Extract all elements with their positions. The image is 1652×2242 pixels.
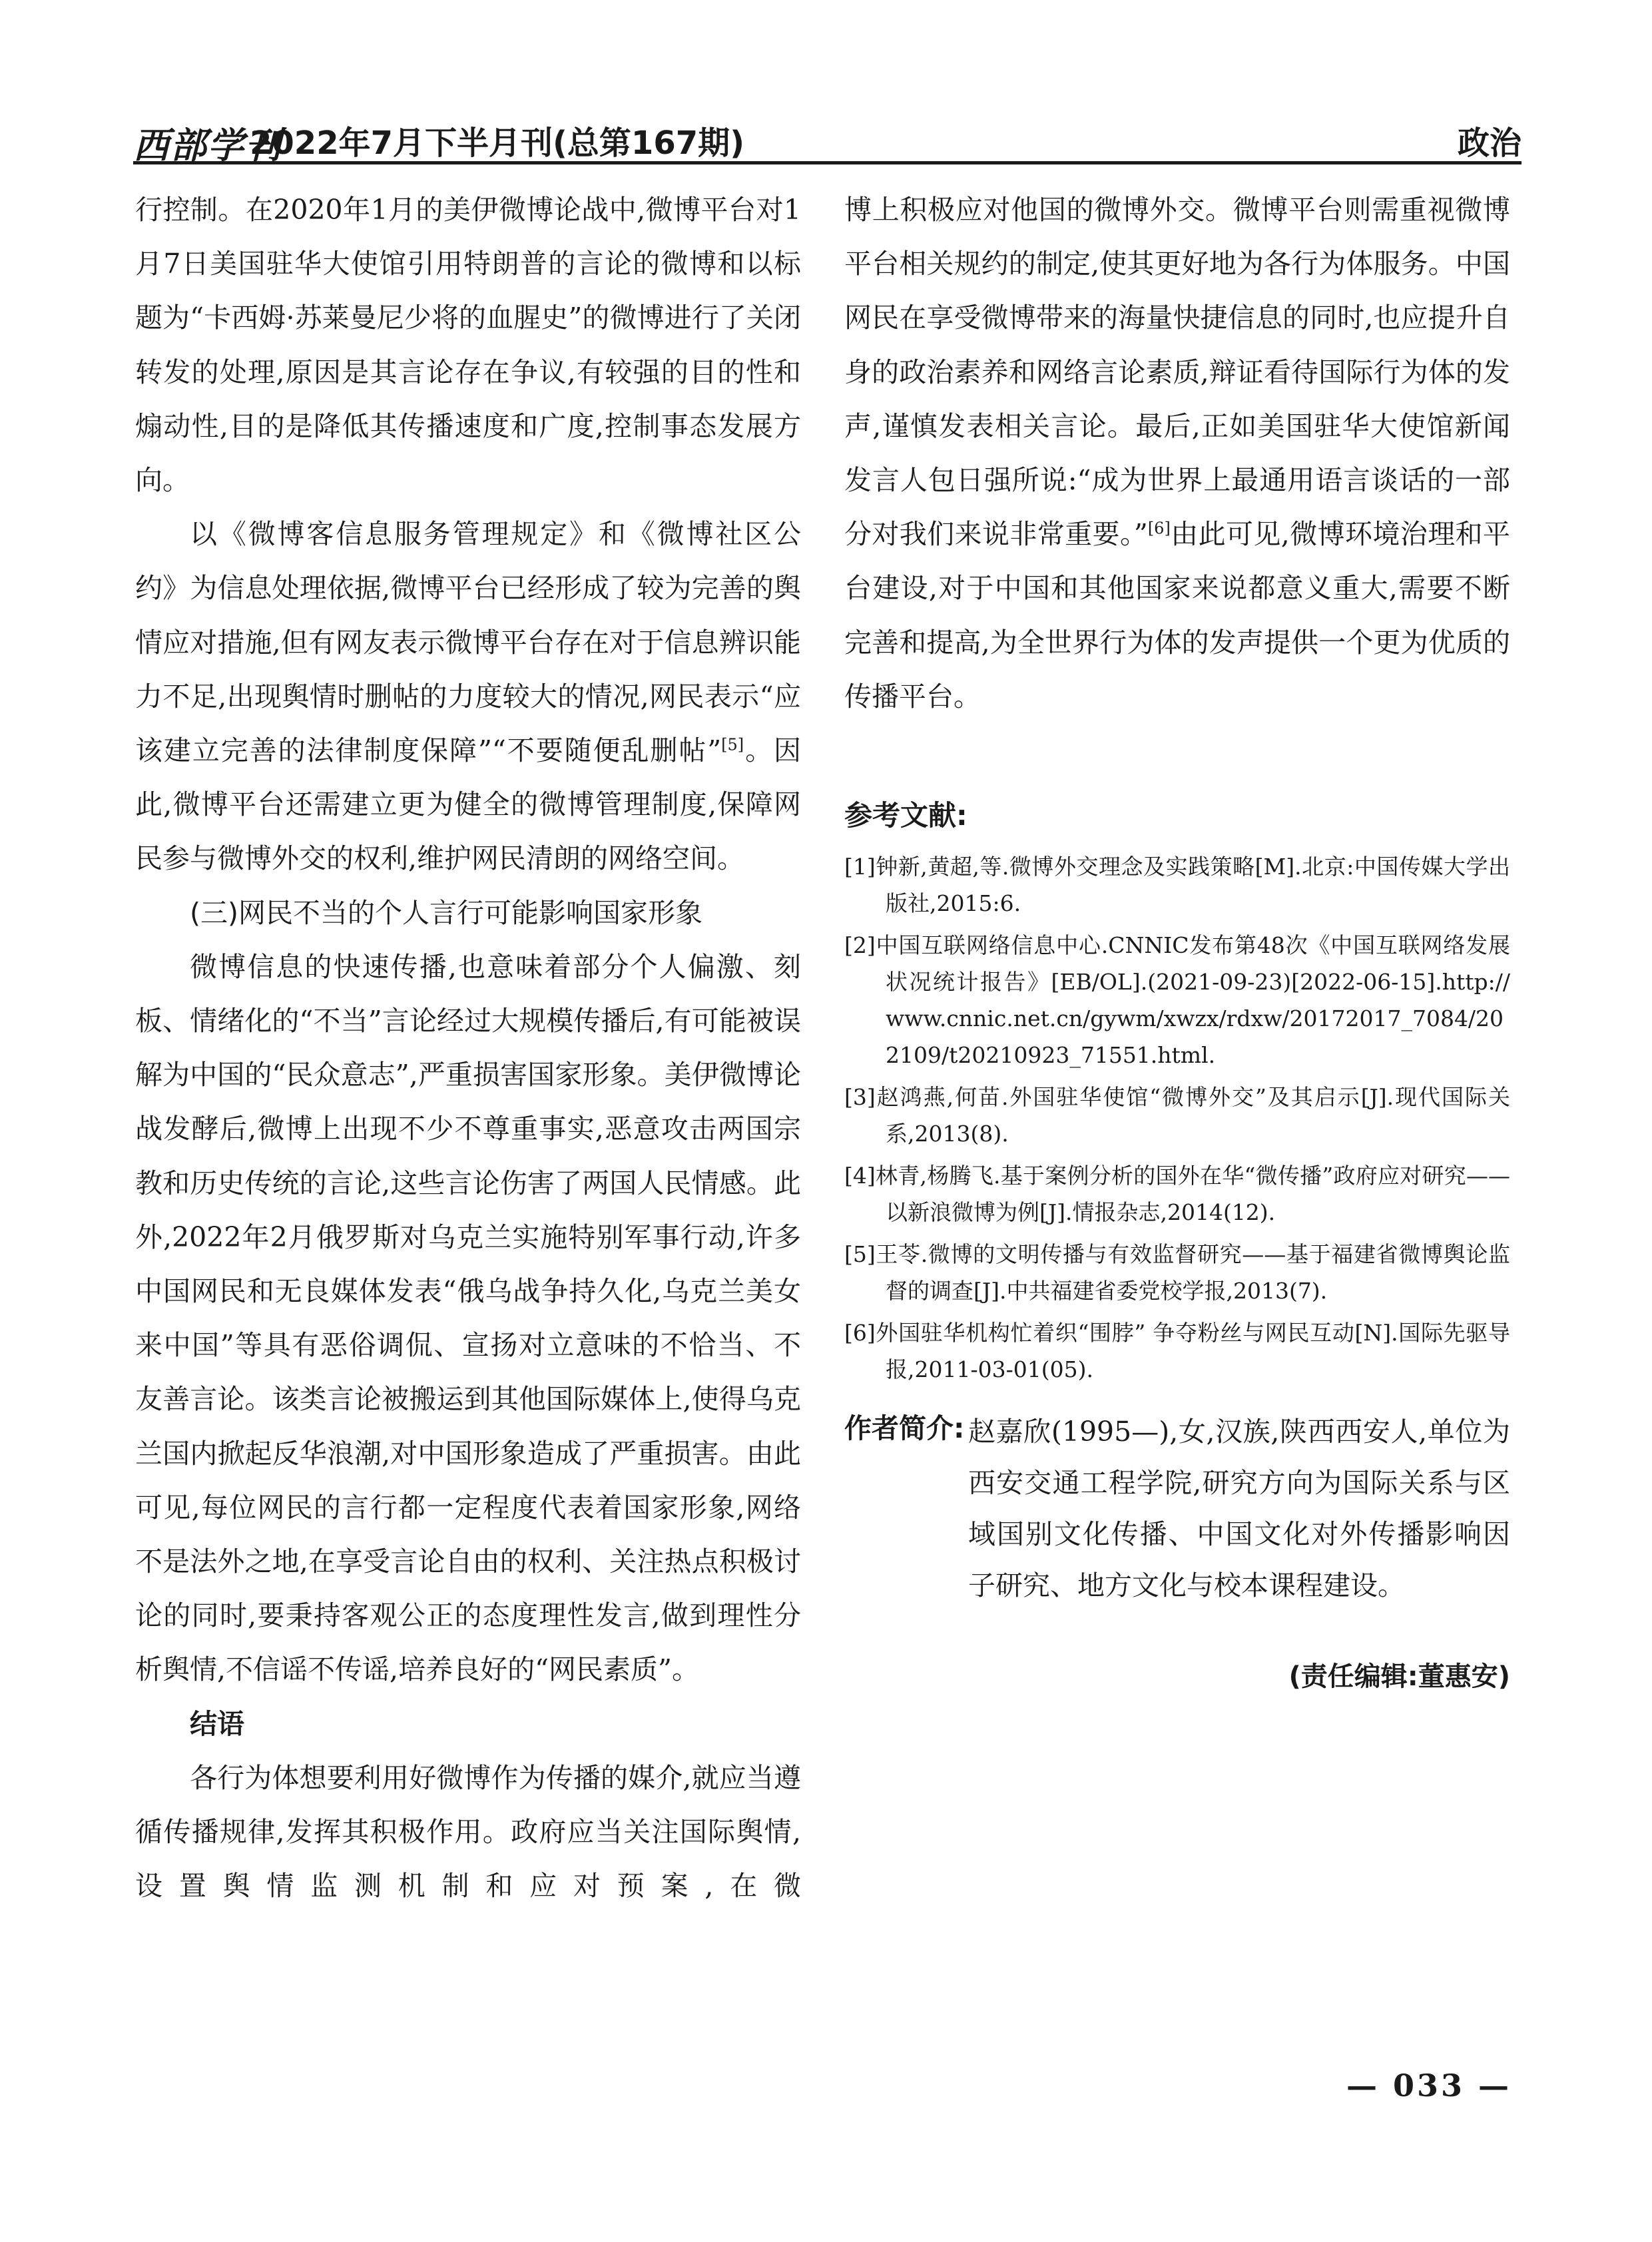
paragraph	[135, 507, 801, 886]
paragraph: 行控制。在2020年1月的美伊微博论战中,微博平台对1月7日美国驻华大使馆引用特朗普的言论的微博和以标题为“卡西姆·苏莱曼尼少将的血腥史”的微博进行了关闭转发的处理,原因是其言论存在争议,有较强的目的性和煽动性,目的是降低其传播速度和广度,控制事态发展方向。	[135, 194, 801, 497]
reference-item: [1]钟新,黄超,等.微博外交理念及实践策略[M].北京:中国传媒大学出版社,2015:6.	[844, 854, 1510, 917]
responsible-editor: (责任编辑:董惠安)	[1288, 1661, 1510, 1692]
paragraph: 微博信息的快速传播,也意味着部分个人偏激、刻板、情绪化的“不当”言论经过大规模传播后,有可能被误解为中国的“民众意志”,严重损害国家形象。美伊微博论战发酵后,微博上出现不少不尊重事实,恶意攻击两国宗教和历史传统的言论,这些言论伤害了两国人民情感。此外,2022年2月俄罗斯对乌克兰实施特别军事行动,许多中国网民和无良媒体发表“俄乌战争持久化,乌克兰美女来中国”等具有恶俗调侃、宣扬对立意味的不恰当、不友善言论。该类言论被搬运到其他国际媒体上,使得乌克兰国内掀起反华浪潮,对中国形象造成了严重损害。由此可见,每位网民的言行都一定程度代表着国家形象,网络不是法外之地,在享受言论自由的权利、关注热点积极讨论的同时,要秉持客观公正的态度理性发言,做到理性分析舆情,不信谣不传谣,培养良好的“网民素质”。	[135, 950, 801, 1686]
conclusion-heading: 结语	[190, 1707, 244, 1740]
subsection-heading: (三)网民不当的个人言行可能影响国家形象	[190, 896, 702, 929]
page-number: — 033 —	[1346, 2068, 1512, 2103]
paragraph	[844, 183, 1510, 724]
issue-info: 2022年7月下半月刊(总第167期)	[250, 125, 745, 162]
reference-item: [6]外国驻华机构忙着织“围脖” 争夺粉丝与网民互动[N].国际先驱导报,2011-03-01(05).	[844, 1320, 1510, 1383]
references-heading: 参考文献:	[844, 799, 967, 832]
paragraph-text: 博上积极应对他国的微博外交。微博平台则需重视微博平台相关规约的制定,使其更好地为各行为体服务。中国网民在享受微博带来的海量快捷信息的同时,也应提升自身的政治素养和网络言论素质,辩证看待国际行为体的发声,谨慎发表相关言论。最后,正如美国驻华大使馆新闻发言人包日强所说:“成为世界上最通用语言谈话的一部分对我们来说非常重要。”	[844, 194, 1510, 551]
citation-ref: [5]	[721, 735, 744, 754]
right-column	[844, 183, 1510, 1393]
citation-ref: [6]	[1147, 519, 1171, 538]
section-label: 政治	[1457, 125, 1521, 162]
reference-item: [4]林青,杨腾飞.基于案例分析的国外在华“微传播”政府应对研究——以新浪微博为例[J].情报杂志,2014(12).	[844, 1163, 1510, 1226]
reference-item: [3]赵鸿燕,何苗.外国驻华使馆“微博外交”及其启示[J].现代国际关系,2013(8).	[844, 1084, 1510, 1147]
page-header	[133, 115, 1521, 164]
paragraph: 各行为体想要利用好微博作为传播的媒介,就应当遵循传播规律,发挥其积极作用。政府应当关注国际舆情,设置舆情监测机制和应对预案,在微	[135, 1761, 801, 1902]
paragraph-text: 由此可见,微博环境治理和平台建设,对于中国和其他国家来说都意义重大,需要不断完善和提高,为全世界行为体的发声提供一个更为优质的传播平台。	[844, 518, 1510, 712]
left-column	[135, 183, 801, 1914]
author-text: 赵嘉欣(1995—),女,汉族,陕西西安人,单位为西安交通工程学院,研究方向为国际关系与区域国别文化传播、中国文化对外传播影响因子研究、地方文化与校本课程建设。	[968, 1416, 1510, 1601]
reference-item: [2]中国互联网络信息中心.CNNIC发布第48次《中国互联网络发展状况统计报告》[EB/OL].(2021-09-23)[2022-06-15].http://www.cnnic.net.cn/gywm/xwzx/rdxw/20172017_7084/202109/t20210923_71551.html.	[844, 932, 1510, 1069]
reference-item: [5]王苓.微博的文明传播与有效监督研究——基于福建省微博舆论监督的调查[J].中共福建省委党校学报,2013(7).	[844, 1241, 1510, 1304]
journal-logo: 西部学刊	[133, 124, 282, 166]
paragraph-text: 以《微博客信息服务管理规定》和《微博社区公约》为信息处理依据,微博平台已经形成了较为完善的舆情应对措施,但有网友表示微博平台存在对于信息辨识能力不足,出现舆情时删帖的力度较大的情况,网民表示“应该建立完善的法律制度保障”“不要随便乱删帖”	[135, 518, 801, 767]
paragraph-text: 。因此,微博平台还需建立更为健全的微博管理制度,保障网民参与微博外交的权利,维护网民清朗的网络空间。	[135, 734, 801, 875]
author-label: 作者简介:	[844, 1412, 965, 1444]
